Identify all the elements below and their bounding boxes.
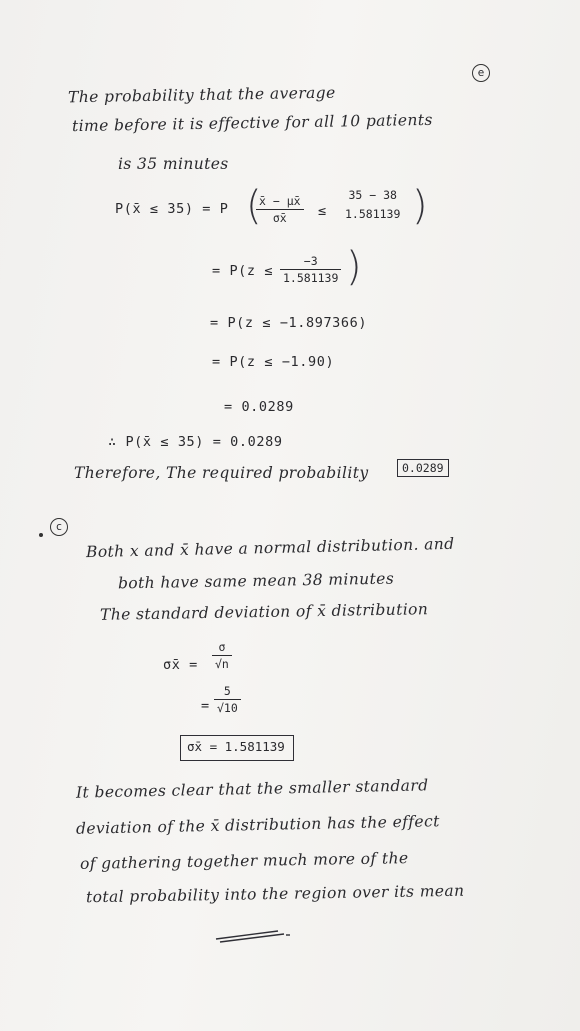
step1-f1-numerator: x̄ − μx̄ — [259, 194, 301, 208]
step3: = P(z ≤ −1.897366) — [210, 315, 368, 331]
step4: = P(z ≤ −1.90) — [212, 354, 335, 370]
sd2-lhs: = — [201, 698, 210, 714]
step1-f1-denominator: σx̄ — [256, 209, 304, 225]
sd2-denominator: √10 — [214, 699, 241, 715]
sd1-fraction — [212, 640, 232, 671]
step1-lhs: P(x̄ ≤ 35) = P — [115, 201, 229, 217]
intro-line-2: time before it is effective for all 10 patients — [71, 110, 433, 136]
conclusion-text: Therefore, The required probability — [74, 464, 369, 482]
step1-f2-denominator: 1.581139 — [345, 207, 401, 221]
sd1-lhs: σx̄ = — [163, 657, 198, 673]
step2-numerator: −3 — [303, 254, 318, 268]
closing-line-2: deviation of the x̄ distribution has the effect — [75, 812, 440, 838]
part-c-line-2: both have same mean 38 minutes — [117, 569, 395, 593]
step1-close-paren: ) — [412, 183, 428, 229]
intro-line-1: The probability that the average — [67, 83, 336, 107]
part-c-line-1: Both x and x̄ have a normal distribution. and — [85, 534, 455, 562]
page-marker: e — [472, 64, 490, 82]
closing-line-4: total probability into the region over its mean — [85, 881, 465, 907]
intro-line-3: is 35 minutes — [118, 155, 229, 173]
sd1-denominator: √n — [212, 655, 232, 671]
step1-fraction-2 — [342, 188, 403, 221]
step2-lhs: = P(z ≤ — [212, 263, 274, 279]
sd1-numerator: σ — [218, 640, 226, 654]
step1-open-paren: ( — [246, 183, 262, 229]
step1-leq: ≤ — [318, 203, 327, 219]
step2-close-paren: ) — [346, 244, 362, 290]
bullet-dot — [39, 533, 43, 537]
answer-box: 0.0289 — [397, 459, 449, 477]
closing-line-3: of gathering together much more of the — [79, 849, 409, 873]
step1-f2-numerator: 35 − 38 — [348, 188, 397, 202]
end-underline — [214, 925, 298, 945]
step2-fraction — [280, 254, 341, 285]
sd2-fraction — [214, 684, 241, 715]
step5: = 0.0289 — [224, 399, 294, 415]
sd-result-box: σx̄ = 1.581139 — [180, 735, 294, 761]
step1-fraction-1 — [256, 194, 304, 225]
sd2-numerator: 5 — [223, 684, 231, 698]
closing-line-1: It becomes clear that the smaller standard — [75, 776, 429, 802]
step2-denominator: 1.581139 — [280, 269, 341, 285]
part-c-marker: c — [50, 518, 68, 536]
part-c-line-3: The standard deviation of x̄ distribution — [99, 600, 429, 624]
step6: ∴ P(x̄ ≤ 35) = 0.0289 — [108, 434, 283, 450]
